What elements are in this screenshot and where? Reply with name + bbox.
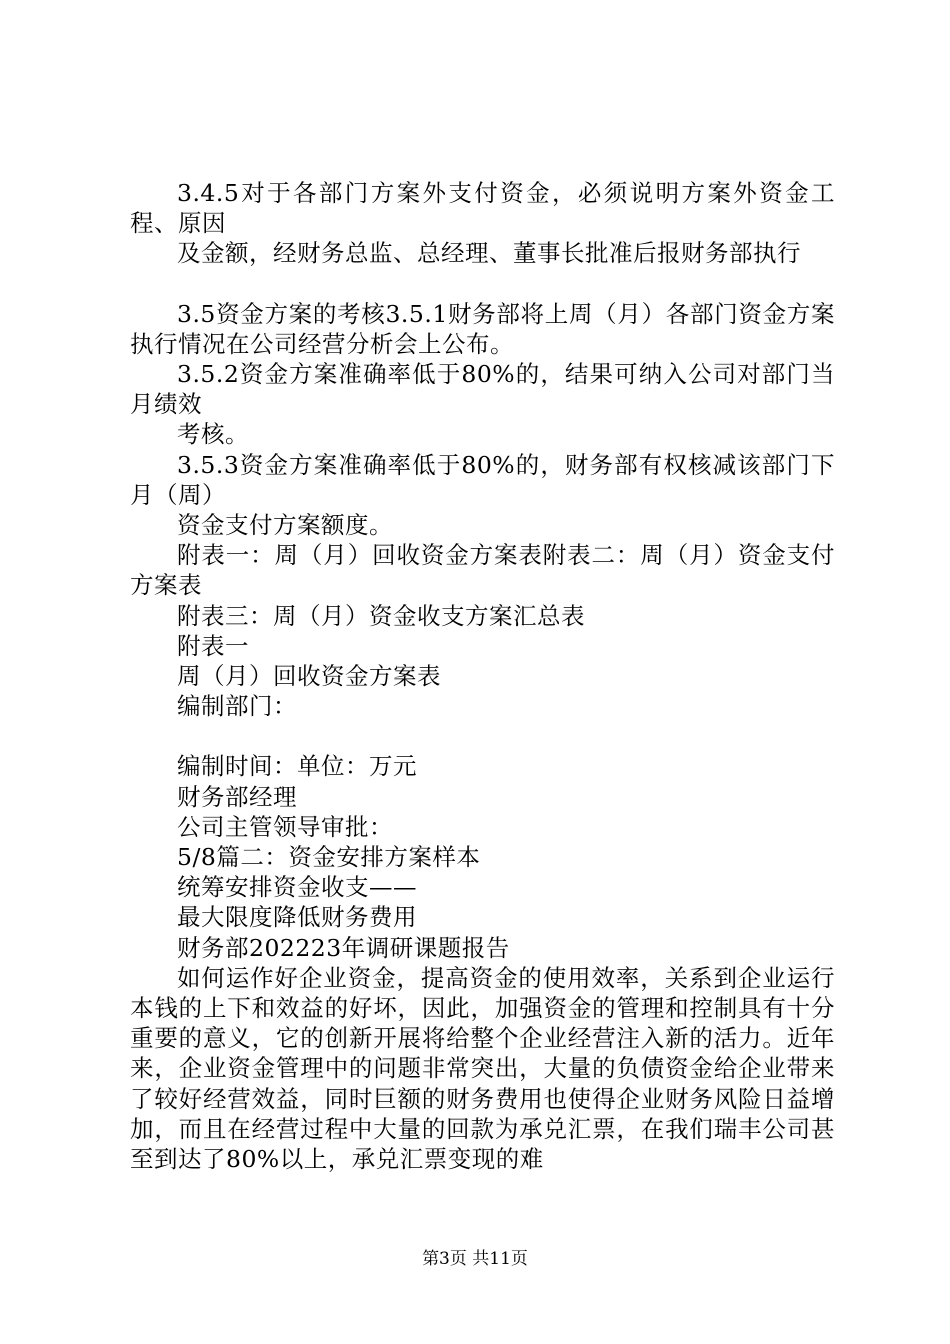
paragraph-3-5-3: 3.5.3资金方案准确率低于80%的，财务部有权核减该部门下月（周） — [130, 450, 835, 509]
paragraph-appendix-3: 附表三：周（月）资金收支方案汇总表 — [177, 601, 585, 630]
section-2-heading: 5/8篇二：资金安排方案样本 — [177, 843, 481, 872]
report-subtitle: 财务部202223年调研课题报告 — [177, 933, 510, 962]
prepared-by-dept: 编制部门： — [177, 692, 297, 721]
paragraph-3-4-5: 3.4.5对于各部门方案外支付资金，必须说明方案外资金工程、原因 — [130, 179, 835, 238]
document-body — [130, 178, 835, 1174]
report-title-line-2: 最大限度降低财务费用 — [177, 903, 417, 932]
appendix-1-heading: 附表一 — [177, 631, 249, 660]
prepared-time-unit: 编制时间：单位：万元 — [177, 752, 417, 781]
paragraph-assessment: 考核。 — [177, 420, 249, 449]
paragraph-3-5: 3.5资金方案的考核3.5.1财务部将上周（月）各部门资金方案执行情况在公司经营分析会上公布。 — [130, 299, 835, 358]
body-paragraph: 如何运作好企业资金，提高资金的使用效率，关系到企业运行本钱的上下和效益的好坏，因此，加强资金的管理和控制具有十分重要的意义，它的创新开展将给整个企业经营注入新的活力。近年来，企业资金管理中的问题非常突出，大量的负债资金给企业带来了较好经营效益，同时巨额的财务费用也使得企业财务风险日益增加，而且在经营过程中大量的回款为承兑汇票，在我们瑞丰公司甚至到达了80%以上，承兑汇票变现的难 — [130, 963, 835, 1174]
paragraph-3-5-2: 3.5.2资金方案准确率低于80%的，结果可纳入公司对部门当月绩效 — [130, 360, 835, 419]
paragraph-appendix-list: 附表一：周（月）回收资金方案表附表二：周（月）资金支付方案表 — [130, 541, 835, 600]
paragraph-quota: 资金支付方案额度。 — [177, 511, 393, 540]
blank-line — [130, 721, 835, 751]
finance-manager: 财务部经理 — [177, 782, 297, 811]
report-title-line-1: 统筹安排资金收支—— — [177, 873, 417, 902]
appendix-1-title: 周（月）回收资金方案表 — [177, 662, 441, 691]
blank-line — [130, 269, 835, 299]
leader-approval: 公司主管领导审批： — [177, 812, 393, 841]
page-footer: 第3页 共11页 — [422, 1249, 528, 1269]
paragraph-approval: 及金额，经财务总监、总经理、董事长批准后报财务部执行 — [177, 239, 801, 268]
